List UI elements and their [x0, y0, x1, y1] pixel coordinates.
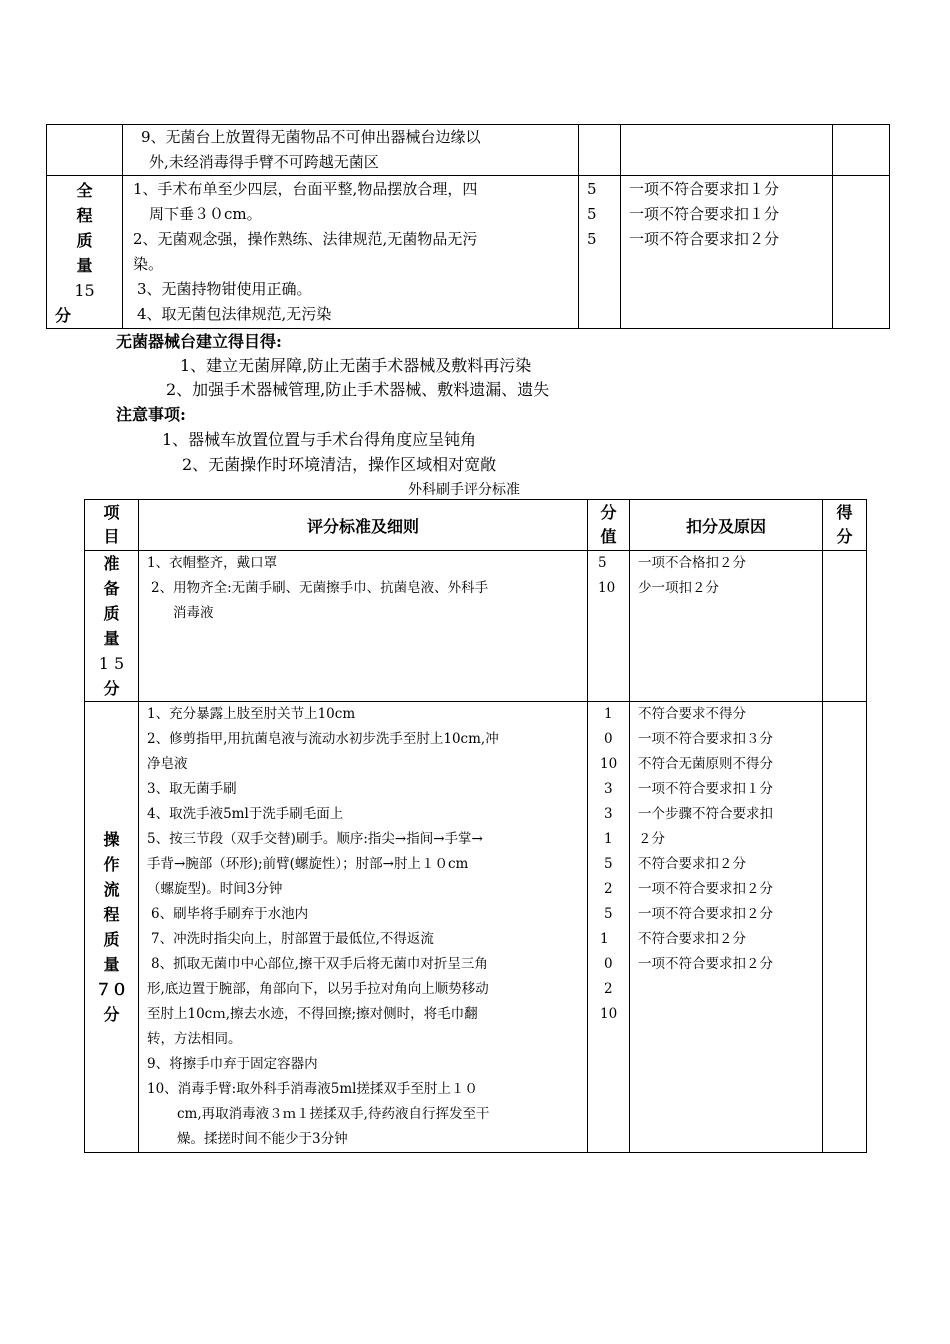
table-row: [85, 702, 867, 1153]
purpose-item: 2、加强手术器械管理,防止手术器械、敷料遗漏、遗失: [166, 380, 550, 399]
score-cell: [823, 551, 867, 702]
points-cell: 1 0 10 3 3 1 5 2 5 1 0 2 10: [588, 702, 630, 1153]
points-cell: 5 10: [588, 551, 630, 702]
header-points: 分 值: [588, 500, 630, 551]
table-caption: 外科刷手评分标准: [408, 482, 520, 498]
table-row: [85, 551, 867, 702]
caution-item: 1、器械车放置位置与手术台得角度应呈钝角: [162, 430, 477, 449]
item-cell: [47, 125, 123, 176]
score-cell: [833, 125, 890, 176]
criteria-cell: 1、手术布单至少四层，台面平整,物品摆放合理，四 周下垂３０cm。 2、无菌观念强，操作熟练、法律规范,无菌物品无污 染。 3、无菌持物钳使用正确。 4、取无菌包法律规范,无污染: [123, 176, 579, 329]
header-score: 得 分: [823, 500, 867, 551]
deductions-cell: 一项不符合要求扣１分 一项不符合要求扣１分 一项不符合要求扣２分: [621, 176, 833, 329]
points-cell: 5 5 5: [579, 176, 621, 329]
score-cell: [833, 176, 890, 329]
header-item: 项 目: [85, 500, 139, 551]
purpose-item: 1、建立无菌屏障,防止无菌手术器械及敷料再污染: [180, 356, 532, 375]
item-cell: 全 程 质 量 15 分: [47, 176, 123, 329]
criteria-cell: 1、衣帽整齐，戴口罩 2、用物齐全:无菌手刷、无菌擦手巾、抗菌皂液、外科手 消毒液: [139, 551, 588, 702]
deductions-cell: [621, 125, 833, 176]
caution-item: 2、无菌操作时环境清洁，操作区域相对宽敞: [182, 455, 497, 474]
sterile-table-score-table: [46, 124, 890, 329]
header-deductions: 扣分及原因: [630, 500, 823, 551]
score-cell: [823, 702, 867, 1153]
table-header-row: [85, 500, 867, 551]
criteria-cell: 9、无菌台上放置得无菌物品不可伸出器械台边缘以 外,未经消毒得手臂不可跨越无菌区: [123, 125, 579, 176]
item-cell: 操 作 流 程 质 量 ７０ 分: [85, 702, 139, 1153]
purpose-title: 无菌器械台建立得目得:: [116, 332, 282, 351]
hand-scrub-score-table: [84, 499, 867, 1153]
table-row: [47, 176, 890, 329]
points-cell: [579, 125, 621, 176]
deductions-cell: 一项不合格扣２分 少一项扣２分: [630, 551, 823, 702]
table-row: [47, 125, 890, 176]
item-cell: 准 备 质 量 1 5 分: [85, 551, 139, 702]
caution-title: 注意事项:: [116, 405, 186, 424]
deductions-cell: 不符合要求不得分 一项不符合要求扣３分 不符合无菌原则不得分 一项不符合要求扣１分 一个步骤不符合要求扣 ２分 不符合要求扣２分 一项不符合要求扣２分 一项不符合要求扣２分 不符合要求扣２分 一项不符合要求扣２分: [630, 702, 823, 1153]
criteria-cell: 1、充分暴露上肢至肘关节上10cm 2、修剪指甲,用抗菌皂液与流动水初步洗手至肘上10cm,冲 净皂液 3、取无菌手刷 4、取洗手液5ml于洗手刷毛面上 5、按三节段（双手交替)刷手。顺序:指尖→指间→手掌→ 手背→腕部（环形);前臂(螺旋性）；肘部→肘上１０cm （螺旋型)。时间3分钟 6、刷毕将手刷弃于水池内 7、冲洗时指尖向上，肘部置于最低位,不得返流 8、抓取无菌巾中心部位,擦干双手后将无菌巾对折呈三角 形,底边置于腕部，角部向下，以另手拉对角向上顺势移动 至肘上10cｍ,擦去水迹，不得回擦;擦对侧时，将毛巾翻 转，方法相同。 9、将擦手巾弃于固定容器内 10、消毒手臂:取外科手消毒液5ml搓揉双手至肘上１０ cm,再取消毒液３ｍ１搓揉双手,待药液自行挥发至干 燥。揉搓时间不能少于3分钟: [139, 702, 588, 1153]
header-criteria: 评分标准及细则: [139, 500, 588, 551]
